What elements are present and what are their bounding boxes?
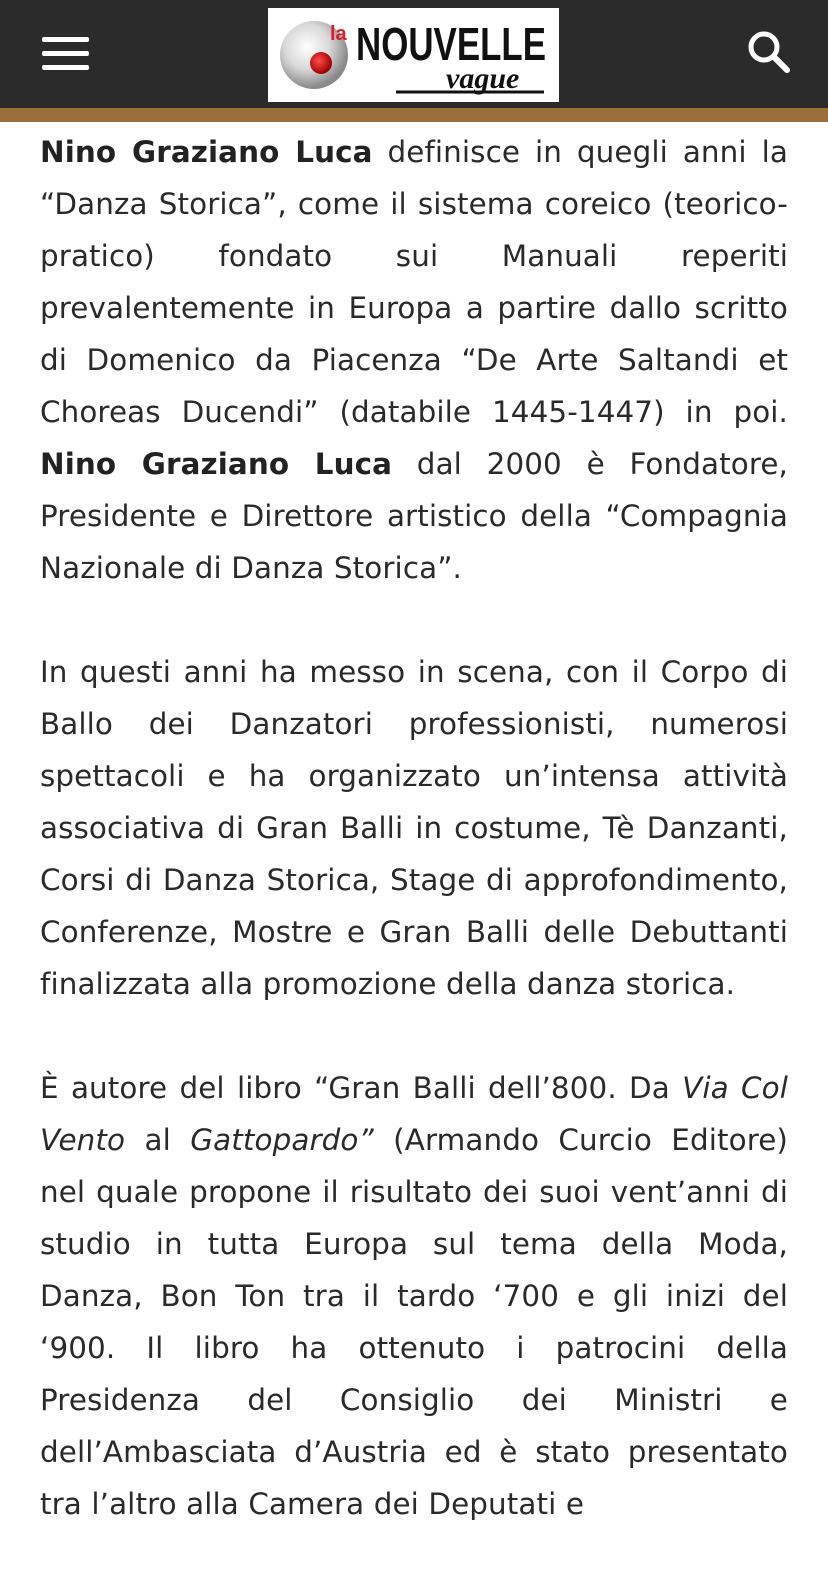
search-icon[interactable] — [745, 28, 793, 76]
paragraph-text: È autore del libro “Gran Balli dell’800. Da — [40, 1071, 683, 1105]
article-paragraph-2: In questi anni ha messo in scena, con il Corpo di Ballo dei Danzatori professionisti, numerosi spettacoli e ha organizzato un’intensa attività associativa di Gran Balli in costume, Tè Danzanti, Corsi di Danza Storica, Stage di approfondimento, Conferenze, Mostre e Gran Balli delle Debuttanti finalizzata alla promozione della danza storica. — [40, 655, 788, 1001]
logo-la: la — [330, 23, 347, 45]
logo-red-dot — [310, 52, 332, 74]
menu-line — [42, 51, 89, 56]
article-paragraph-1 — [40, 126, 788, 594]
author-name: Nino Graziano Luca — [40, 447, 393, 481]
menu-line — [42, 37, 89, 42]
site-logo[interactable] — [268, 8, 559, 102]
paragraph-text: al — [125, 1123, 191, 1157]
logo-nouvelle: NOUVELLE — [356, 18, 546, 70]
paragraph-text: (Armando Curcio Editore) nel quale propone il risultato dei suoi vent’anni di studio in tutta Europa sul tema della Moda, Danza, Bon Ton tra il tardo ‘700 e gli inizi del ‘900. Il libro ha ottenuto i patrocini della Presidenza del Consiglio dei Ministri e dell’Ambasciata d’Austria ed è stato presentato tra l’altro alla Camera dei Deputati e — [40, 1123, 788, 1521]
menu-line — [42, 65, 89, 70]
article-paragraph-3 — [40, 1062, 788, 1530]
paragraph-text: dal 2000 è Fondatore, Presidente e Direttore artistico della “Compagnia Nazionale di Danza Storica”. — [40, 447, 788, 585]
site-header — [0, 0, 828, 122]
search-icon-graphic — [745, 28, 793, 76]
author-name: Nino Graziano Luca — [40, 135, 373, 169]
logo-vague: vague — [446, 62, 520, 95]
article-body — [40, 126, 788, 1582]
paragraph-text: definisce in quegli anni la “Danza Storica”, come il sistema coreico (teorico-pratico) fondato sui Manuali reperiti prevalentemente in Europa a partire dallo scritto di Domenico da Piacenza “De Arte Saltandi et Choreas Ducendi” (databile 1445-1447) in poi. — [40, 135, 788, 429]
hamburger-menu-icon[interactable] — [42, 34, 90, 74]
logo-graphic — [268, 8, 559, 102]
film-title: Gattopardo” — [190, 1123, 374, 1157]
film-title: Via Col Vento — [40, 1071, 788, 1157]
